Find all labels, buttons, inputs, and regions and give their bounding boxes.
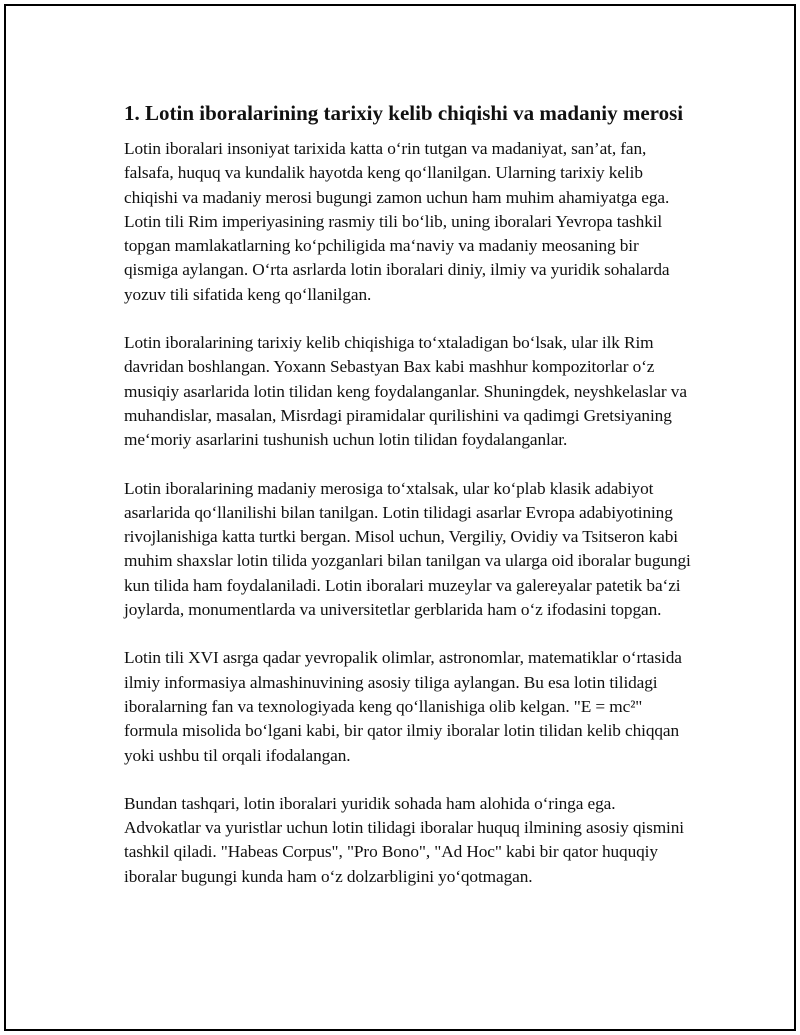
paragraph-2: Lotin iboralarining tarixiy kelib chiqishiga to‘xtaladigan bo‘lsak, ular ilk Rim davridan boshlangan. Yoxann Sebastyan Bax kabi mashhur kompozitorlar o‘z musiqiy asarlarida lotin tilidan keng foydalanganlar. Shuningdek, neyshkelaslar va muhandislar, masalan, Misrdagi piramidalar qurilishini va qadimgi Gretsiyaning me‘moriy asarlarini tushunish uchun lotin tilidan foydalanganlar. (124, 333, 687, 450)
section-heading: 1. Lotin iboralarining tarixiy kelib chiqishi va madaniy merosi (124, 101, 684, 125)
paragraph-3: Lotin iboralarining madaniy merosiga to‘xtalsak, ular ko‘plab klasik adabiyot asarlarida qo‘llanilishi bilan tanilgan. Lotin tilidagi asarlar Evropa adabiyotining rivojlanishiga katta turtki bergan. Misol uchun, Vergiliy, Ovidiy va Tsitseron kabi muhim shaxslar lotin tilida yozganlari bilan tanilgan va ularga oid iboralar bugungi kun tilida ham foydalaniladi. Lotin iboralari muzeylar va galereyalar patetik ba‘zi joylarda, monumentlarda va universitetlar gerblarida ham o‘z ifodasini topgan. (124, 478, 691, 620)
paragraph-4: Lotin tili XVI asrga qadar yevropalik olimlar, astronomlar, matematiklar o‘rtasida ilmiy informasiya almashinuvining asosiy tiliga aylangan. Bu esa lotin tilidagi iboralarning fan va texnologiyada keng qo‘llanishiga olib kelgan. "E = mc²" formula misolida bo‘lgani kabi, bir qator ilmiy iboralar lotin tilidan kelib chiqqan yoki ushbu til orqali ifodalangan. (124, 648, 682, 765)
document-body (124, 98, 694, 889)
page-frame (4, 4, 796, 1031)
paragraph-5: Bundan tashqari, lotin iboralari yuridik sohada ham alohida o‘ringa ega. Advokatlar va yuristlar uchun lotin tilidagi iboralar huquq ilmining asosiy qismini tashkil qiladi. "Habeas Corpus", "Pro Bono", "Ad Hoc" kabi bir qator huquqiy iboralar bugungi kunda ham o‘z dolzarbligini yo‘qotmagan. (124, 793, 684, 886)
paragraph-1: Lotin iboralari insoniyat tarixida katta o‘rin tutgan va madaniyat, san’at, fan, falsafa, huquq va kundalik hayotda keng qo‘llanilgan. Ularning tarixiy kelib chiqishi va madaniy merosi bugungi zamon uchun ham muhim ahamiyatga ega. Lotin tili Rim imperiyasining rasmiy tili bo‘lib, uning iboralari Yevropa tashkil topgan mamlakatlarning ko‘pchiligida ma‘naviy va madaniy meosaning bir qismiga aylangan. O‘rta asrlarda lotin iboralari diniy, ilmiy va yuridik sohalarda yozuv tili sifatida keng qo‘llanilgan. (124, 139, 670, 304)
